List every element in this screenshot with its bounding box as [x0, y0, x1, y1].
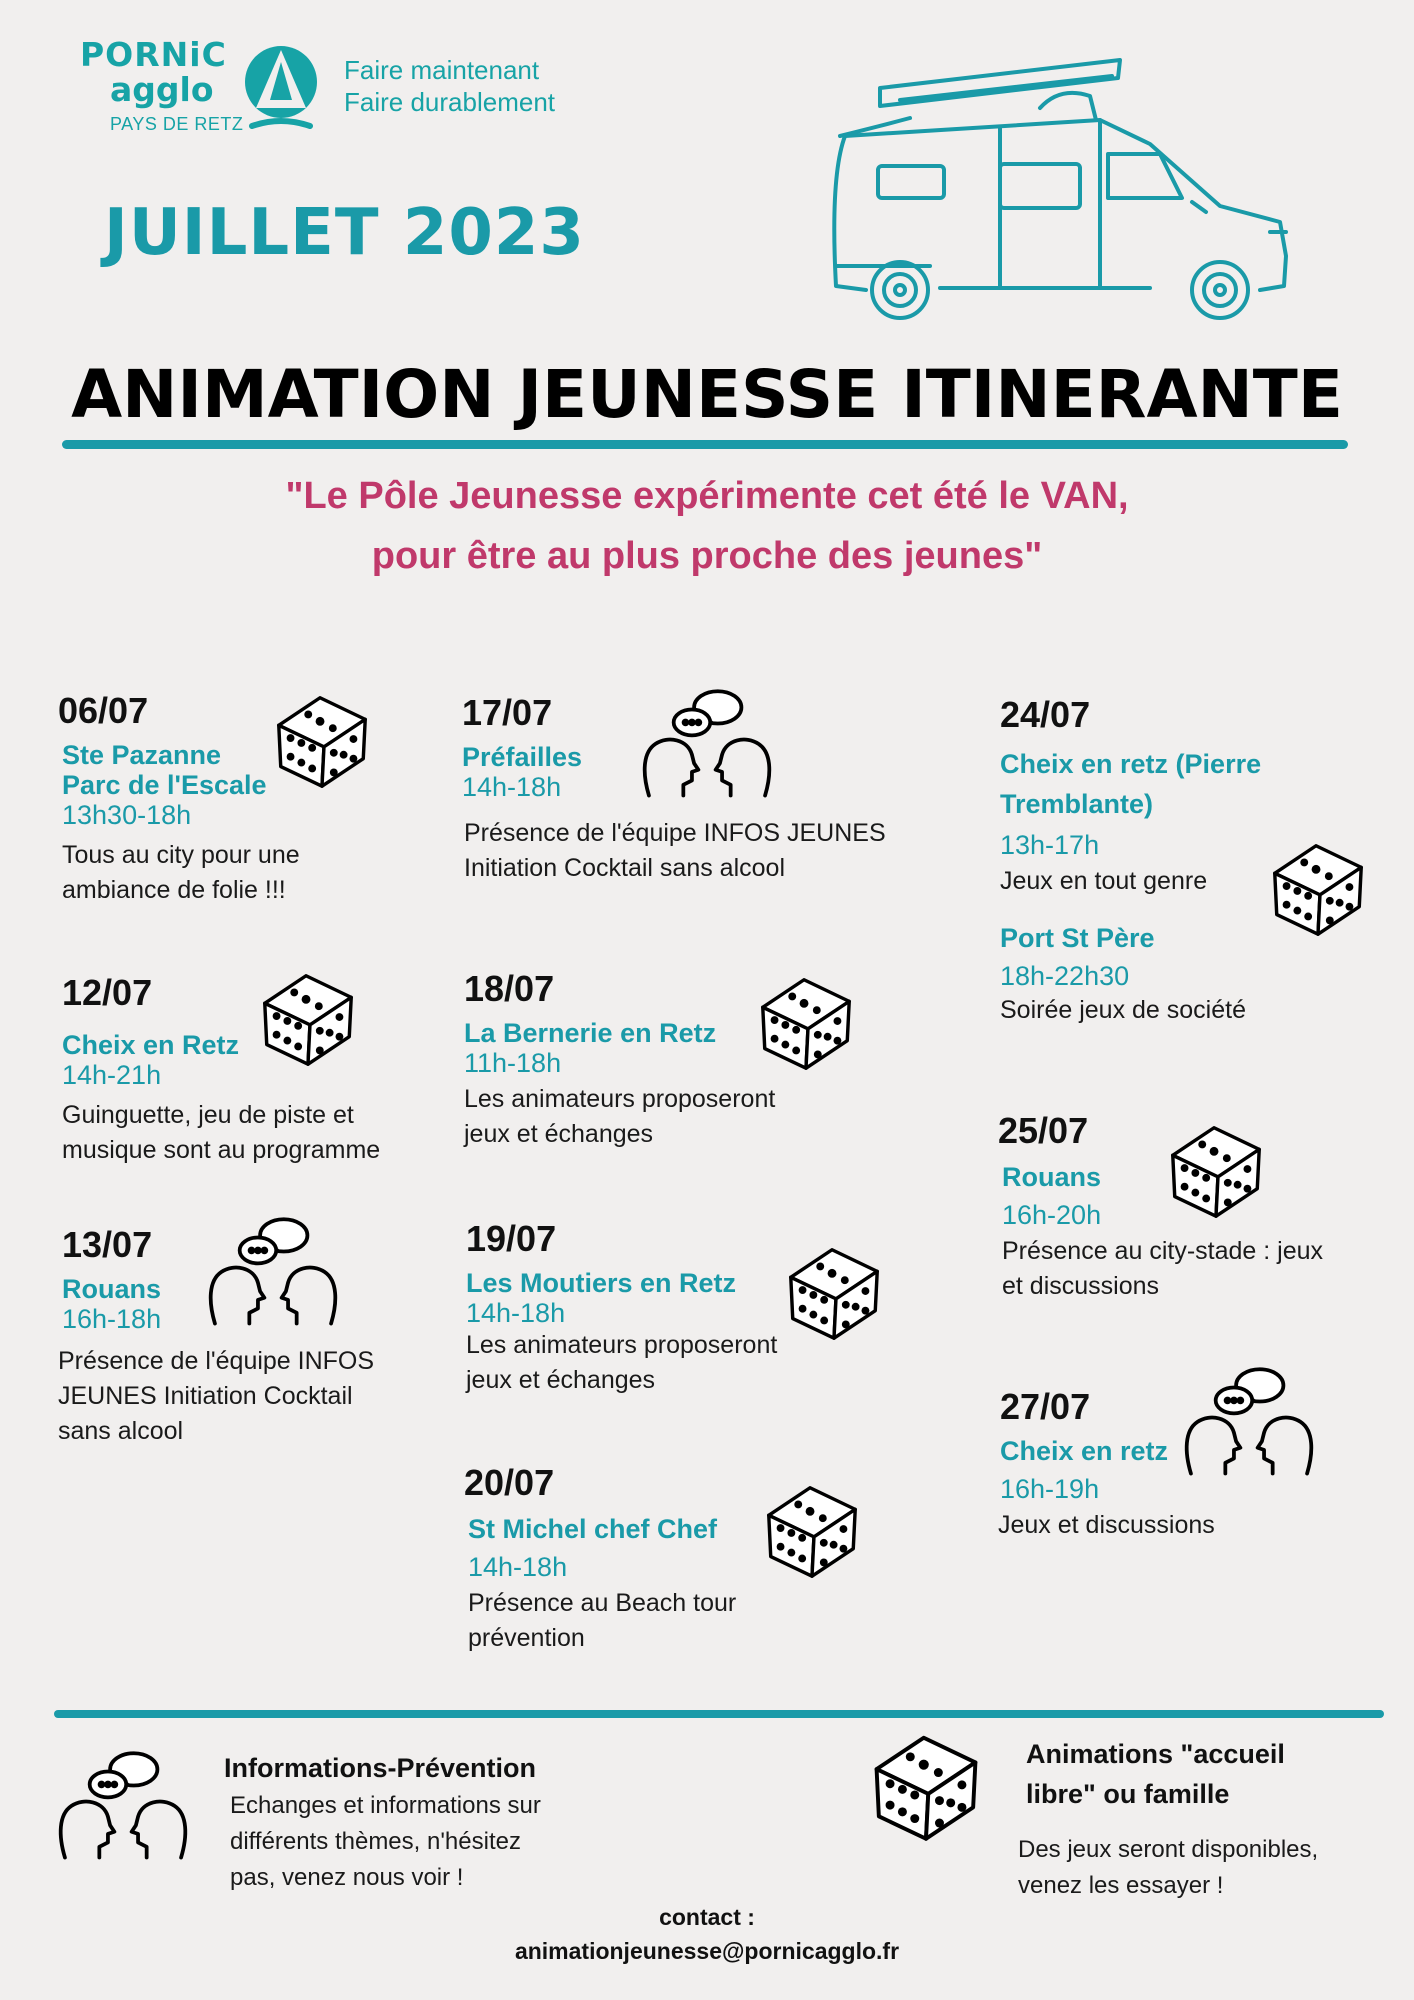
logo-sail-icon: [242, 42, 320, 134]
discussion-icon: [206, 1216, 340, 1330]
event-description: [62, 1098, 422, 1168]
van-illustration: [800, 36, 1310, 336]
animations-title-line: libre" ou famille: [1026, 1779, 1230, 1809]
event-place: Rouans: [1002, 1162, 1102, 1192]
logo-text-agglo: agglo: [110, 70, 214, 109]
animations-text-line: venez les essayer !: [1018, 1872, 1224, 1899]
pornic-agglo-logo: [80, 35, 600, 138]
event-time: 14h-18h: [462, 772, 562, 802]
event-description-line: et discussions: [1002, 1272, 1160, 1300]
event-time: 16h-18h: [62, 1304, 162, 1334]
event-description-line: Les animateurs proposeront: [464, 1085, 776, 1113]
event-description-line: prévention: [468, 1624, 585, 1652]
event-date: 24/07: [1000, 694, 1091, 735]
event-description: [464, 816, 902, 886]
event-description-line: Initiation Cocktail sans alcool: [464, 854, 785, 882]
event-time: 14h-18h: [466, 1298, 566, 1328]
footer-divider: [54, 1710, 1384, 1718]
info-prevention-line: Echanges et informations sur: [230, 1792, 541, 1819]
event-time: 14h-18h: [468, 1552, 568, 1582]
event-time: 16h-20h: [1002, 1200, 1102, 1230]
event-description-line: Présence de l'équipe INFOS: [58, 1347, 375, 1375]
event-description-line: Présence de l'équipe INFOS JEUNES: [464, 819, 886, 847]
logo-tagline-line1: Faire maintenant: [344, 55, 540, 85]
event-date: 27/07: [1000, 1386, 1091, 1427]
event-description-line: Tous au city pour une: [62, 841, 300, 869]
contact-block: [407, 1900, 1007, 1968]
title-underline: [62, 440, 1348, 449]
event-date: 12/07: [62, 972, 153, 1013]
event-place: Préfailles: [462, 742, 583, 772]
main-title: ANIMATION JEUNESSE ITINERANTE: [71, 356, 1343, 433]
event-description: Jeux et discussions: [998, 1511, 1215, 1539]
event-description: Soirée jeux de société: [1000, 996, 1246, 1024]
dice-icon: [1262, 832, 1374, 944]
info-prevention-text: [224, 1788, 580, 1896]
event-date: 18/07: [464, 968, 555, 1009]
intro-quote: [160, 466, 1254, 586]
event-description-line: ambiance de folie !!!: [62, 876, 286, 904]
event-date: 20/07: [464, 1462, 555, 1503]
event-place: Ste Pazanne: [62, 740, 222, 770]
event-description-line: Présence au city-stade : jeux: [1002, 1237, 1323, 1265]
event-time: 13h-17h: [1000, 830, 1100, 860]
event-description: [58, 1344, 422, 1449]
logo-tagline: [344, 54, 555, 118]
animations-title: [1026, 1734, 1386, 1814]
event-description-line: Guinguette, jeu de piste et: [62, 1101, 354, 1129]
event-date: 19/07: [466, 1218, 557, 1259]
info-prevention-line: pas, venez nous voir !: [230, 1864, 464, 1891]
event-description: [1002, 1234, 1378, 1304]
info-prevention-line: différents thèmes, n'hésitez: [230, 1828, 521, 1855]
animations-title-line: Animations "accueil: [1026, 1739, 1285, 1769]
event-time: 16h-19h: [1000, 1474, 1100, 1504]
dice-icon: [252, 962, 364, 1074]
dice-icon: [750, 966, 862, 1078]
event-description-line: JEUNES Initiation Cocktail: [58, 1382, 353, 1410]
event-description-line: Les animateurs proposeront: [466, 1331, 778, 1359]
event-description-line: musique sont au programme: [62, 1136, 381, 1164]
contact-label: contact :: [659, 1904, 755, 1930]
animations-block: [1018, 1734, 1386, 1904]
event-place: Rouans: [62, 1274, 162, 1304]
event-1207: [62, 972, 422, 1168]
dice-icon: [756, 1474, 868, 1586]
event-description: Jeux en tout genre: [1000, 867, 1208, 895]
logo-tagline-line2: Faire durablement: [344, 87, 555, 117]
discussion-icon: [1182, 1366, 1316, 1480]
intro-quote-line1: "Le Pôle Jeunesse expérimente cet été le VAN,: [285, 475, 1129, 517]
info-prevention-block: [224, 1748, 580, 1896]
event-description-line: Présence au Beach tour: [468, 1589, 737, 1617]
animations-text: [1018, 1832, 1386, 1904]
dice-icon: [778, 1236, 890, 1348]
event-place: Tremblante): [1000, 789, 1154, 819]
event-time: 14h-21h: [62, 1060, 162, 1090]
info-prevention-title: Informations-Prévention: [224, 1753, 537, 1783]
discussion-icon: [640, 688, 774, 802]
event-description: [464, 1082, 904, 1152]
event-description-line: jeux et échanges: [466, 1366, 656, 1394]
intro-quote-line2: pour être au plus proche des jeunes": [371, 535, 1043, 577]
dice-icon: [1160, 1114, 1272, 1226]
event-time: 13h30-18h: [62, 800, 192, 830]
event-place: Cheix en Retz: [62, 1030, 240, 1060]
event-description-line: jeux et échanges: [464, 1120, 654, 1148]
event-date: 13/07: [62, 1224, 153, 1265]
event-date: 06/07: [58, 690, 149, 731]
event-place: Parc de l'Escale: [62, 770, 267, 800]
logo-text-pays: PAYS DE RETZ: [110, 114, 244, 134]
event-time: 18h-22h30: [1000, 961, 1130, 991]
animations-text-line: Des jeux seront disponibles,: [1018, 1836, 1319, 1863]
month-heading: JUILLET 2023: [104, 196, 585, 270]
event-time: 11h-18h: [464, 1048, 562, 1078]
event-place: Cheix en retz (Pierre: [1000, 749, 1262, 779]
discussion-icon: [56, 1750, 190, 1864]
event-place: Port St Père: [1000, 923, 1155, 953]
event-place: St Michel chef Chef: [468, 1514, 718, 1544]
event-date: 17/07: [462, 692, 553, 733]
event-description: [62, 838, 418, 908]
dice-icon: [266, 684, 378, 796]
event-place: Cheix en retz: [1000, 1436, 1169, 1466]
contact-email[interactable]: animationjeunesse@pornicagglo.fr: [514, 1938, 900, 1964]
event-description: [468, 1586, 904, 1656]
logo-text-pornic: PORNiC: [80, 35, 227, 74]
event-description-line: sans alcool: [58, 1417, 184, 1445]
dice-icon: [864, 1722, 988, 1850]
event-date: 25/07: [998, 1110, 1089, 1151]
event-place: La Bernerie en Retz: [464, 1018, 717, 1048]
event-place: Les Moutiers en Retz: [466, 1268, 737, 1298]
